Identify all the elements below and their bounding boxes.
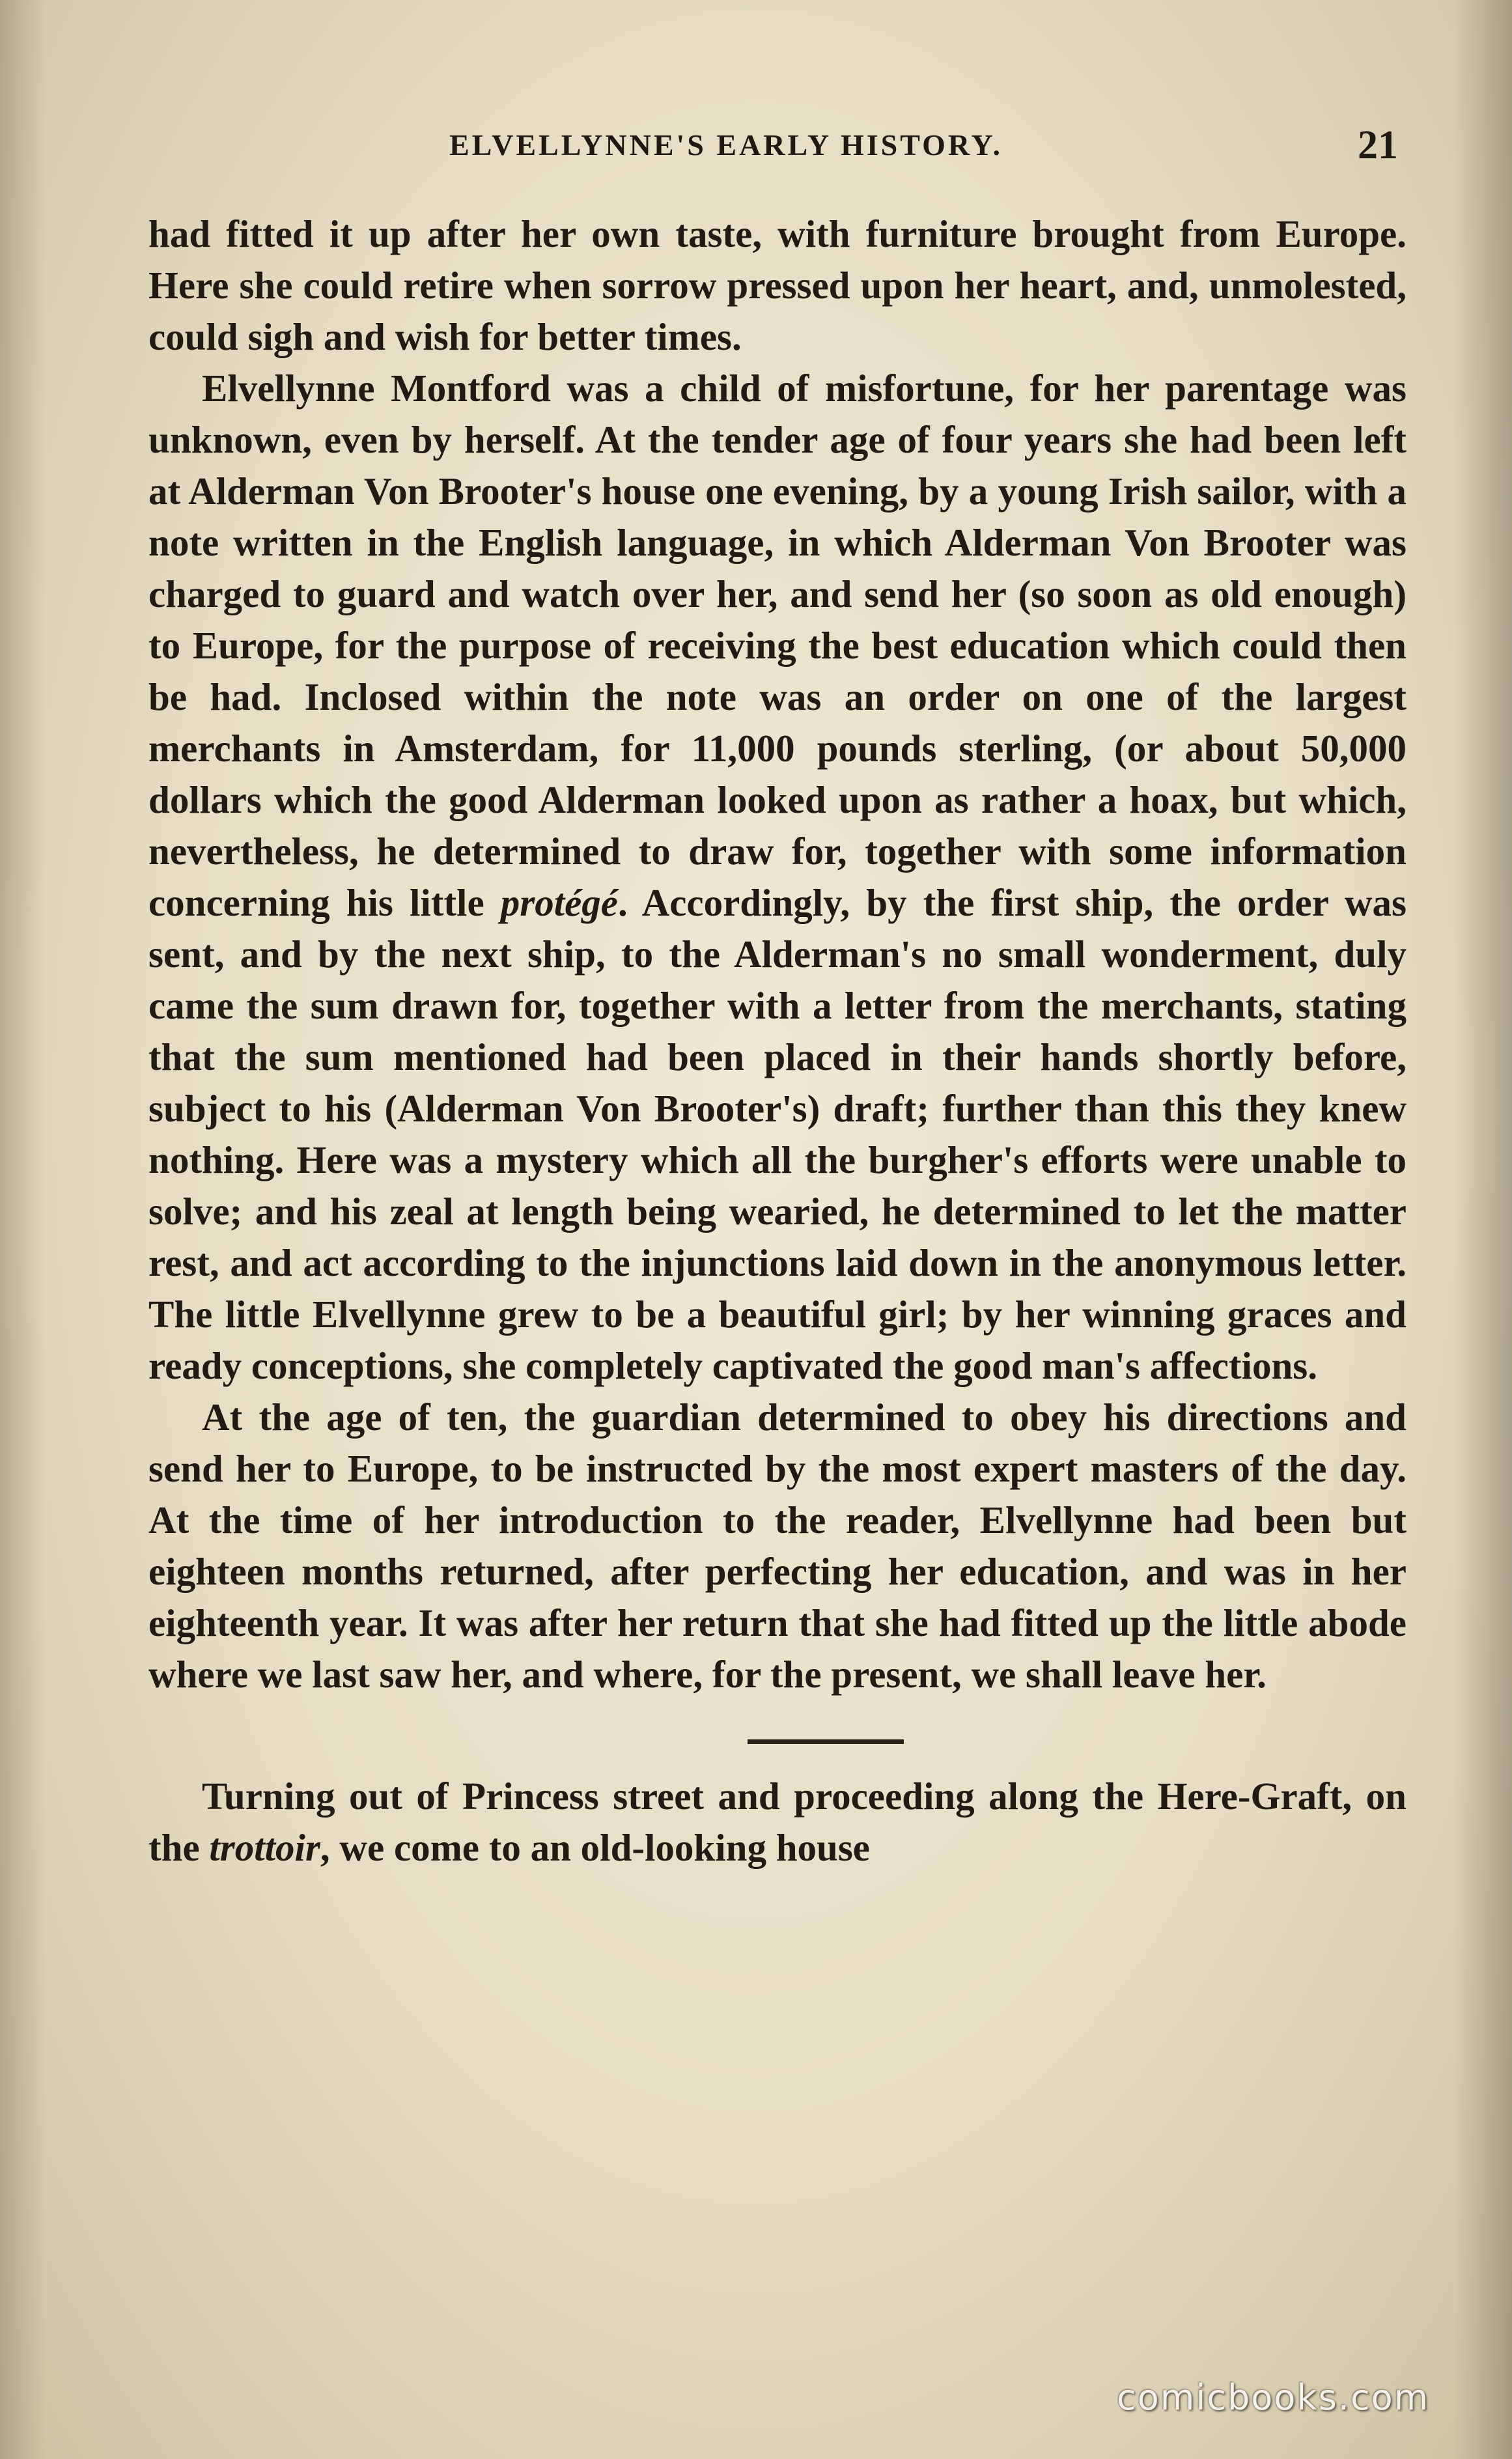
page-shadow-right bbox=[1453, 0, 1512, 2459]
running-head bbox=[0, 122, 1512, 168]
running-title: ELVELLYNNE'S EARLY HISTORY. bbox=[449, 128, 1003, 162]
page-shadow-left bbox=[0, 0, 46, 2459]
paragraph-2-text: Elvellynne Montford was a child of misfortune, for her parentage was unknown, even by herself. At the tender age of four years she had been left at Alderman Von Brooter's house one evening, by a young Irish sailor, with a note written in the English language, in which Alderman Von Brooter was charged to guard and watch over her, and send her (so soon as old enough) to Europe, for the purpose of receiving the best education which could then be had. Inclosed within the note was an order on one of the largest merchants in Amsterdam, for 11,000 pounds sterling, (or about 50,000 dollars which the good Alderman looked upon as rather a hoax, but which, nevertheless, he determined to draw for, together with some information concerning his little bbox=[148, 367, 1407, 924]
page-number: 21 bbox=[1358, 123, 1398, 167]
section-break bbox=[148, 1700, 1407, 1771]
body-text bbox=[148, 208, 1407, 1874]
paragraph-3: At the age of ten, the guardian determined to obey his directions and send her to Europe, to be instructed by the most expert masters of the day. At the time of her introduction to the reader, Elvellynne had been but eighteen months returned, after perfecting her education, and was in her eighteenth year. It was after her return that she had fitted up the little abode where we last saw her, and where, for the present, we shall leave her. bbox=[148, 1396, 1407, 1696]
paragraph-2-continuation: . Accordingly, by the first ship, the order was sent, and by the next ship, to the Alderman's no small wonderment, duly came the sum drawn for, together with a letter from the merchants, stating that the sum mentioned had been placed in their hands shortly before, subject to his (Alderman Von Brooter's) draft; further than this they knew nothing. Here was a mystery which all the burgher's efforts were unable to solve; and his zeal at length being wearied, he determined to let the matter rest, and act according to the injunctions laid down in the anonymous letter. The little Elvellynne grew to be a beautiful girl; by her winning graces and ready conceptions, she completely captivated the good man's affections. bbox=[148, 881, 1407, 1387]
paragraph-4-text-start: Turning out of Princess street and proceeding along the Here-Graft, on the bbox=[148, 1775, 1407, 1869]
paragraph-2 bbox=[148, 363, 1407, 1392]
watermark: comicbooks.com bbox=[1117, 2377, 1430, 2418]
paragraph-2-italic: protégé bbox=[500, 881, 618, 924]
paragraph-4 bbox=[148, 1771, 1407, 1874]
section-divider bbox=[748, 1739, 904, 1744]
paragraph-4-italic: trottoir bbox=[209, 1826, 320, 1869]
paragraph-4-text-end: , we come to an old-looking house bbox=[320, 1826, 870, 1869]
paragraph-1: had fitted it up after her own taste, with furniture brought from Europe. Here she could retire when sorrow pressed upon her heart, and, unmolested, could sigh and wish for better times. bbox=[148, 212, 1407, 358]
